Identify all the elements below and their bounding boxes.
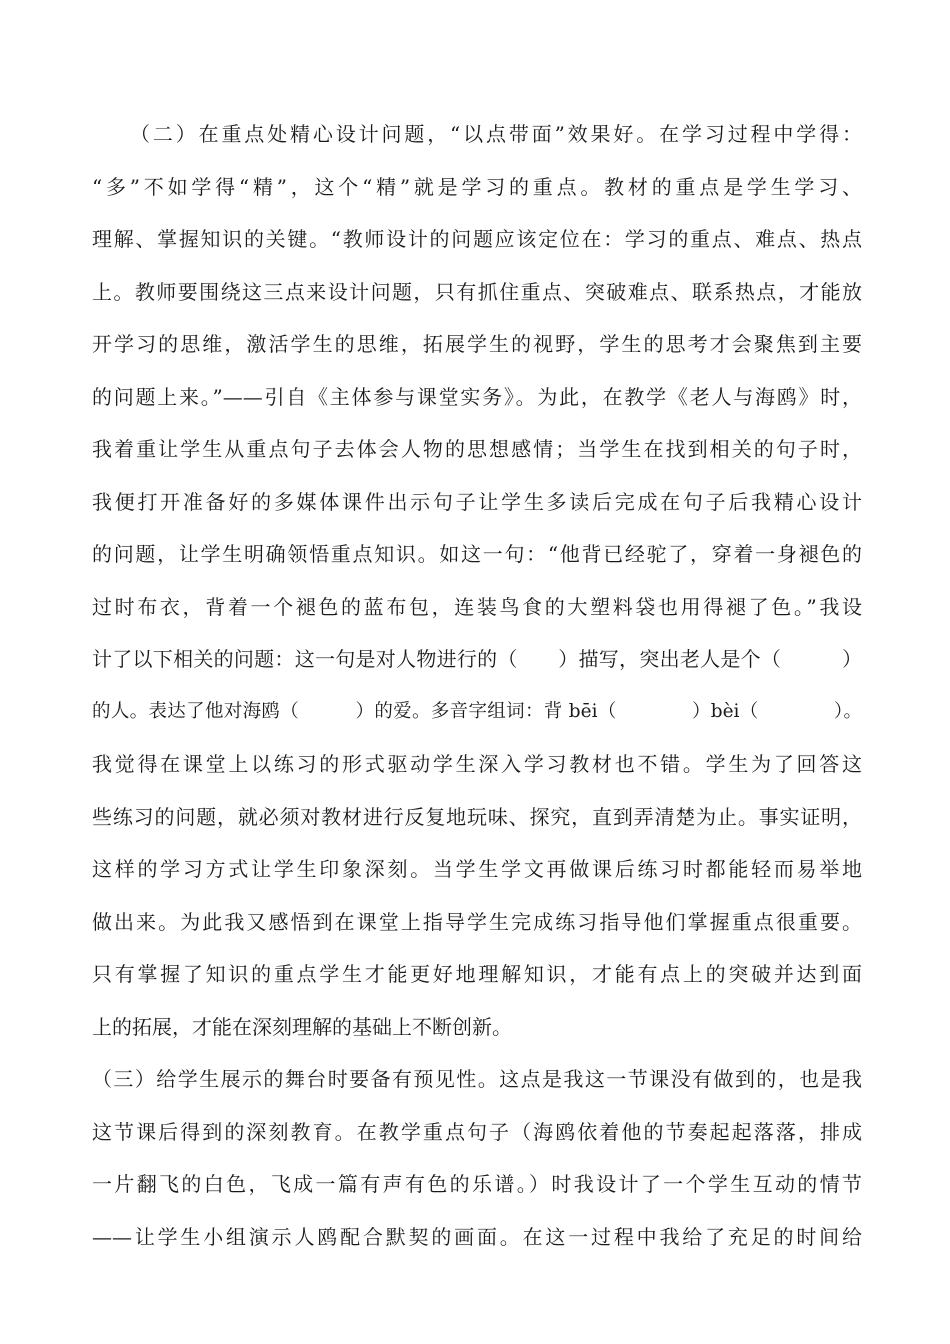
text-line: 这节课后得到的深刻教育。在教学重点句子（海鸥依着他的节奏起起落落，排成 [92,1119,862,1144]
text-line: 理解、掌握知识的关键。“教师设计的问题应该定位在：学习的重点、难点、热点 [92,227,862,251]
text-line: 些练习的问题，就必须对教材进行反复地玩味、探究，直到弄清楚为止。事实证明， [92,804,862,829]
text-line: （二）在重点处精心设计问题，“以点带面”效果好。在学习过程中学得： [130,122,862,146]
text-line: 的问题，让学生明确领悟重点知识。如这一句：“他背已经驼了，穿着一身褪色的 [92,542,862,566]
text-line: ——让学生小组演示人鸥配合默契的画面。在这一过程中我给了充足的时间给 [92,1224,862,1249]
text-line: 上的拓展，才能在深刻理解的基础上不断创新。 [92,1014,512,1039]
document-page [92,108,862,1263]
paragraph-section-2 [92,108,862,1053]
text-line: 开学习的思维，激活学生的思维，拓展学生的视野，学生的思考才会聚焦到主要 [92,332,862,356]
text-line: 的问题上来。”——引自《主体参与课堂实务》。为此，在教学《老人与海鸥》时， [92,384,862,409]
text-line: 这样的学习方式让学生印象深刻。当学生学文再做课后练习时都能轻而易举地 [92,857,862,881]
paragraph-section-3 [92,1053,862,1263]
text-line: 的人。表达了他对海鸥（ ）的爱。多音字组词：背 bēi（ ）bèi（ ）。 [92,700,862,722]
text-line: 我便打开准备好的多媒体课件出示句子让学生多读后完成在句子后我精心设计 [92,489,862,514]
text-line: 一片翻飞的白色，飞成一篇有声有色的乐谱。）时我设计了一个学生互动的情节 [92,1172,862,1196]
text-line: 只有掌握了知识的重点学生才能更好地理解知识，才能有点上的突破并达到面 [92,962,862,986]
text-line: 我觉得在课堂上以练习的形式驱动学生深入学习教材也不错。学生为了回答这 [92,752,862,776]
text-line: 上。教师要围绕这三点来设计问题，只有抓住重点、突破难点、联系热点，才能放 [92,279,862,304]
text-line: 我着重让学生从重点句子去体会人物的思想感情；当学生在找到相关的句子时， [92,437,862,461]
text-line: （三）给学生展示的舞台时要备有预见性。这点是我这一节课没有做到的，也是我 [92,1067,862,1091]
text-line: 过时布衣，背着一个褪色的蓝布包，连装鸟食的大塑料袋也用得褪了色。”我设 [92,594,862,619]
text-line: “多”不如学得“精”，这个“精”就是学习的重点。教材的重点是学生学习、 [92,174,862,199]
text-line: 做出来。为此我又感悟到在课堂上指导学生完成练习指导他们掌握重点很重要。 [92,909,862,934]
text-line: 计了以下相关的问题：这一句是对人物进行的（ ）描写，突出老人是个（ ） [92,647,862,671]
